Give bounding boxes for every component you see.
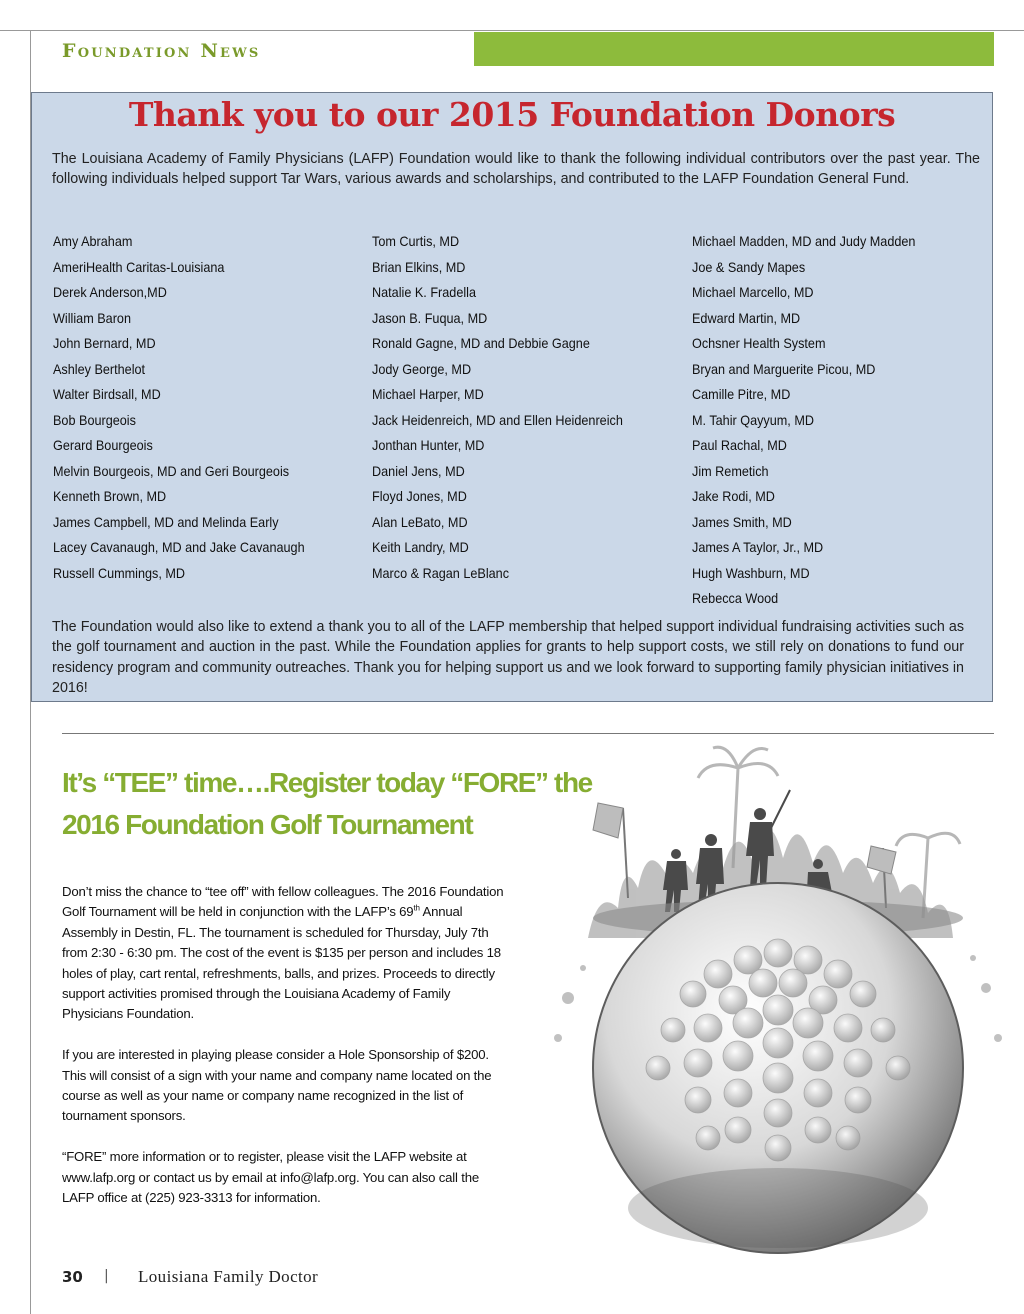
donor-name: Michael Madden, MD and Judy Madden — [692, 234, 916, 249]
donor-column-1 — [53, 229, 324, 586]
donor-name: Amy Abraham — [53, 234, 133, 249]
donor-name: Brian Elkins, MD — [372, 259, 466, 275]
donor-name: Jim Remetich — [692, 463, 769, 479]
donor-name: Jonthan Hunter, MD — [372, 438, 485, 453]
donor-name: Michael Harper, MD — [372, 387, 484, 402]
donor-name: Jason B. Fuqua, MD — [372, 310, 488, 326]
donor-name: Michael Marcello, MD — [692, 285, 814, 300]
golf-paragraph-3: “FORE” more information or to register, please visit the LAFP website at www.lafp.org or contact us by email at info@lafp.org. You can also call the LAFP office at (225) 923-3313 for information. — [62, 1149, 479, 1206]
donor-intro: The Louisiana Academy of Family Physicians (LAFP) Foundation would like to thank the following individual contributors over the past year. The following individuals helped support Tar Wars, various awards and scholarships, and contributed to the LAFP Foundation General Fund. — [52, 151, 980, 188]
donor-name: James Smith, MD — [692, 514, 792, 530]
ball-shadow — [628, 1168, 928, 1248]
donor-name: James Campbell, MD and Melinda Early — [53, 514, 279, 530]
donor-name: Derek Anderson,MD — [53, 285, 167, 300]
top-rule — [0, 30, 1024, 31]
donor-name: AmeriHealth Caritas-Louisiana — [53, 259, 225, 275]
golf-headline-line2: 2016 Foundation Golf Tournament — [62, 809, 473, 840]
donor-name: Jake Rodi, MD — [692, 489, 775, 504]
footer-separator: | — [104, 1268, 109, 1284]
section-label: Foundation News — [62, 40, 261, 62]
donor-name: Hugh Washburn, MD — [692, 565, 810, 581]
golf-body — [62, 882, 512, 1229]
donor-name: Camille Pitre, MD — [692, 387, 791, 402]
donor-name: Jody George, MD — [372, 361, 472, 377]
donor-title: Thank you to our 2015 Foundation Donors — [128, 95, 896, 134]
header-accent-bar — [474, 32, 994, 66]
section-divider — [62, 733, 994, 734]
donor-name: Paul Rachal, MD — [692, 438, 787, 453]
publication-name: Louisiana Family Doctor — [138, 1267, 319, 1286]
donor-name: William Baron — [53, 310, 131, 326]
donor-name: Bryan and Marguerite Picou, MD — [692, 361, 876, 377]
donor-name: Daniel Jens, MD — [372, 463, 465, 479]
donor-name: Natalie K. Fradella — [372, 285, 477, 300]
donor-column-3 — [692, 229, 932, 612]
donor-name: Keith Landry, MD — [372, 540, 469, 555]
donor-name: Ronald Gagne, MD and Debbie Gagne — [372, 336, 590, 351]
donor-name: Alan LeBato, MD — [372, 514, 468, 530]
donor-name: Gerard Bourgeois — [53, 438, 153, 453]
donor-box — [31, 92, 993, 702]
donor-name: Walter Birdsall, MD — [53, 387, 161, 402]
donor-name: Marco & Ragan LeBlanc — [372, 565, 510, 581]
donor-name: James A Taylor, Jr., MD — [692, 540, 824, 555]
donor-name: Bob Bourgeois — [53, 412, 136, 428]
donor-name: Joe & Sandy Mapes — [692, 259, 806, 275]
donor-name: Lacey Cavanaugh, MD and Jake Cavanaugh — [53, 540, 305, 555]
donor-column-2 — [372, 229, 642, 586]
donor-name: Floyd Jones, MD — [372, 489, 467, 504]
donor-name: Tom Curtis, MD — [372, 234, 460, 249]
donor-name: Russell Cummings, MD — [53, 565, 186, 581]
donor-closing: The Foundation would also like to extend a thank you to all of the LAFP membership that helped support individual fundraising activities such as the golf tournament and auction in the past. While the Foundation applies for grants to help support costs, we still rely on donations to fund our residency program and community outreaches. Thank you for helping support us and we look forward to supporting family physician initiatives in 2016! — [52, 619, 964, 696]
page-number: 30 — [62, 1268, 83, 1286]
donor-name: Melvin Bourgeois, MD and Geri Bourgeois — [53, 463, 290, 479]
donor-name: Ochsner Health System — [692, 336, 826, 351]
golf-paragraph-1: Don’t miss the chance to “tee off” with fellow colleagues. The 2016 Foundation Golf Tournament will be held in conjunction with the LAFP’s 69th Annual Assembly in Destin, FL. The tournament is scheduled for Thursday, July 7th from 2:30 - 6:30 pm. The cost of the event is $135 per person and includes 18 holes of play, cart rental, refreshments, balls, and prizes. Proceeds to directly support activities promised through the Louisiana Academy of Family Physicians Foundation. — [62, 884, 504, 1022]
donor-name: Kenneth Brown, MD — [53, 489, 167, 504]
donor-name: Rebecca Wood — [692, 591, 779, 606]
donor-name: John Bernard, MD — [53, 336, 156, 351]
golf-headline-line1: It’s “TEE” time….Register today “FORE” the — [62, 767, 592, 798]
golf-ball-illustration — [528, 738, 1024, 1258]
donor-name: M. Tahir Qayyum, MD — [692, 412, 815, 428]
golf-paragraph-2: If you are interested in playing please consider a Hole Sponsorship of $200. This will consist of a sign with your name and company name located on the course as well as your name or company name recognized in the list of tournament sponsors. — [62, 1047, 492, 1124]
donor-name: Ashley Berthelot — [53, 361, 146, 377]
donor-name: Jack Heidenreich, MD and Ellen Heidenreich — [372, 412, 623, 428]
donor-name: Edward Martin, MD — [692, 310, 801, 326]
